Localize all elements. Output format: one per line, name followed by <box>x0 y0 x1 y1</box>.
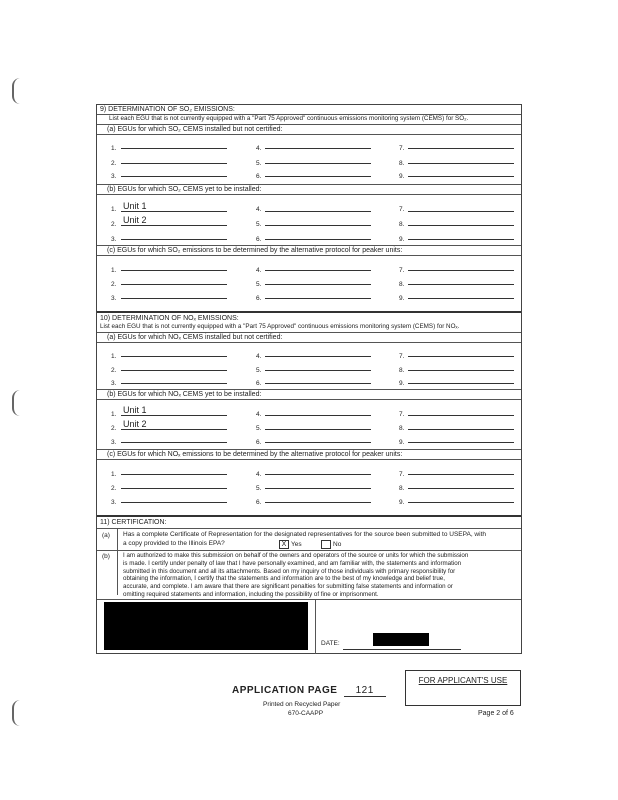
field-9b-9[interactable] <box>408 229 514 240</box>
field-10a-3[interactable] <box>121 373 227 384</box>
date-label: DATE: <box>321 640 340 647</box>
field-10a-2[interactable] <box>121 360 227 371</box>
section-divider <box>97 515 521 517</box>
section-11-header: 11) CERTIFICATION: <box>100 519 167 526</box>
section-9b-label: (b) EGUs for which SO₂ CEMS yet to be installed: <box>97 184 521 195</box>
section-9-header: 9) DETERMINATION OF SO₂ EMISSIONS: <box>97 105 521 115</box>
field-9b-1[interactable]: Unit 1 <box>121 201 227 212</box>
section-9a-label: (a) EGUs for which SO₂ CEMS installed but not certified: <box>97 124 521 135</box>
field-10c-8[interactable] <box>408 478 514 489</box>
field-9c-6[interactable] <box>265 288 371 299</box>
field-9c-8[interactable] <box>408 274 514 285</box>
field-10c-2[interactable] <box>121 478 227 489</box>
field-10a-8[interactable] <box>408 360 514 371</box>
field-9b-5[interactable] <box>265 215 371 226</box>
field-9c-3[interactable] <box>121 288 227 299</box>
field-9a-8[interactable] <box>408 153 514 164</box>
emissions-form: 9) DETERMINATION OF SO₂ EMISSIONS: List each EGU that is not currently equipped with a "Part 75 Approved" continuous emissions monitoring system (CEMS) for SO₂. (a) EGUs for which SO₂ CEMS installed but not certified: 1. 2. 3. 4. 5. 6. 7. 8. 9. (b) EGUs for which SO₂ CEMS yet to be installed: 1. Unit 1 2. Unit 2 3. 4. 5. 6. 7. 8. 9. (c) EGUs for which SO₂ emissions to be determined by the alternative protocol for peaker units: 1. 2. 3. 4. 5. 6. 7. 8. 9. 10) DETERMINATION OF NOₓ EMISSIONS: List each EGU that is not currently equipped with a "Part 75 Approved" continuous emissions monitoring system (CEMS) for NOₓ. (a) EGUs for which NOₓ CEMS installed but not certified: 1. 2. 3. 4. 5. 6. 7. 8. 9. (b) EGUs for which NOₓ CEMS yet to be installed: 1. Unit 1 2. Unit 2 3. 4. 5. 6. 7. 8. 9. (c) EGUs for which NOₓ emissions to be determined by the alternative protocol for peaker units: 1. 2. 3. 4. 5. 6. 7. 8. 9. 11) CERTIFICATION: (a) Has a complete Certificate of Representation for the designated representatives for the source been submitted to USEPA, with a copy provided to the Illinois EPA? X Yes No (b) I am authorized to make this submission on behalf of the owners and operators of the source or units for which the submission is made. I certify under penalty of law that I have personally examined, and am familiar with, the statements and information submitted in this document and all its attachments. Based on my inquiry of those individuals with primary responsibility for obtaining the information, I certify that the statements and information are to the best of my knowledge and belief true, accurate, and complete. I am aware that there are significant penalties for submitting false statements and information or omitting required statements and information, including the possibility of fine or imprisonment. DATE: <box>96 104 522 654</box>
no-checkbox[interactable] <box>321 540 331 549</box>
field-10a-5[interactable] <box>265 360 371 371</box>
binder-mark-bottom <box>12 700 22 726</box>
field-10a-1[interactable] <box>121 346 227 357</box>
field-9c-4[interactable] <box>265 260 371 271</box>
field-9b-4[interactable] <box>265 201 371 212</box>
field-10b-7[interactable] <box>408 405 514 416</box>
field-9a-5[interactable] <box>265 153 371 164</box>
cert-a-question: Has a complete Certificate of Representation for the designated representatives for the source been submitted to USEPA, with a copy provided to the Illinois EPA? X Yes No <box>123 531 486 548</box>
section-10-header: 10) DETERMINATION OF NOₓ EMISSIONS: <box>100 315 239 322</box>
recycled-paper-note: Printed on Recycled Paper <box>263 701 341 708</box>
field-9b-6[interactable] <box>265 229 371 240</box>
field-9a-1[interactable] <box>121 138 227 149</box>
section-10c-label: (c) EGUs for which NOₓ emissions to be determined by the alternative protocol for peaker units: <box>97 449 521 460</box>
field-10a-9[interactable] <box>408 373 514 384</box>
field-9c-1[interactable] <box>121 260 227 271</box>
field-10c-7[interactable] <box>408 464 514 475</box>
field-9c-5[interactable] <box>265 274 371 285</box>
field-9a-9[interactable] <box>408 166 514 177</box>
yes-checkbox[interactable]: X <box>279 540 289 549</box>
field-9c-7[interactable] <box>408 260 514 271</box>
field-10b-8[interactable] <box>408 419 514 430</box>
field-10c-9[interactable] <box>408 492 514 503</box>
binder-mark-top <box>12 78 22 104</box>
section-9-instruction: List each EGU that is not currently equipped with a "Part 75 Approved" continuous emissions monitoring system (CEMS) for SO₂. <box>109 115 469 122</box>
field-9c-9[interactable] <box>408 288 514 299</box>
cert-b-statement: I am authorized to make this submission on behalf of the owners and operators of the source or units for which the submission is made. I certify under penalty of law that I have personally examined, and am familiar with, the statements and information submitted in this document and all its attachments. Based on my inquiry of those individuals with primary responsibility for obtaining the information, I certify that the statements and information are to the best of my knowledge and belief true, accurate, and complete. I am aware that there are significant penalties for submitting false statements and information or omitting required statements and information, including the possibility of fine or imprisonment. <box>123 552 469 598</box>
field-9a-7[interactable] <box>408 138 514 149</box>
field-9a-3[interactable] <box>121 166 227 177</box>
section-10-instruction: List each EGU that is not currently equipped with a "Part 75 Approved" continuous emissions monitoring system (CEMS) for NOₓ. <box>100 323 460 330</box>
field-10b-4[interactable] <box>265 405 371 416</box>
cert-b-letter: (b) <box>102 553 110 560</box>
application-page-label: APPLICATION PAGE 121 <box>232 685 386 697</box>
field-10a-6[interactable] <box>265 373 371 384</box>
binder-mark-middle <box>12 390 22 416</box>
field-9b-2[interactable]: Unit 2 <box>121 215 227 226</box>
redacted-signature <box>104 602 308 650</box>
field-10a-7[interactable] <box>408 346 514 357</box>
field-10c-1[interactable] <box>121 464 227 475</box>
field-10c-5[interactable] <box>265 478 371 489</box>
section-10b-label: (b) EGUs for which NOₓ CEMS yet to be installed: <box>97 389 521 400</box>
field-10b-3[interactable] <box>121 432 227 443</box>
field-9b-7[interactable] <box>408 201 514 212</box>
field-10c-6[interactable] <box>265 492 371 503</box>
field-9b-3[interactable] <box>121 229 227 240</box>
section-10a-label: (a) EGUs for which NOₓ CEMS installed but not certified: <box>97 332 521 343</box>
field-10b-9[interactable] <box>408 432 514 443</box>
field-9c-2[interactable] <box>121 274 227 285</box>
field-10a-4[interactable] <box>265 346 371 357</box>
no-option[interactable]: No <box>321 540 341 550</box>
field-10b-1[interactable]: Unit 1 <box>121 405 227 416</box>
yes-option[interactable]: X Yes <box>279 540 302 550</box>
section-9c-label: (c) EGUs for which SO₂ emissions to be determined by the alternative protocol for peaker units: <box>97 245 521 256</box>
section-divider <box>97 311 521 313</box>
field-10b-2[interactable]: Unit 2 <box>121 419 227 430</box>
applicant-use-label: FOR APPLICANT'S USE <box>418 676 508 685</box>
field-9a-6[interactable] <box>265 166 371 177</box>
page-of-label: Page 2 of 6 <box>478 710 514 717</box>
field-10b-6[interactable] <box>265 432 371 443</box>
cert-a-letter: (a) <box>102 532 110 539</box>
application-page-number: 121 <box>344 685 386 697</box>
field-9b-8[interactable] <box>408 215 514 226</box>
redacted-date <box>373 633 429 646</box>
form-code: 670-CAAPP <box>288 710 324 717</box>
field-9a-2[interactable] <box>121 153 227 164</box>
field-9a-4[interactable] <box>265 138 371 149</box>
field-10c-4[interactable] <box>265 464 371 475</box>
applicant-use-box <box>405 670 521 706</box>
field-10c-3[interactable] <box>121 492 227 503</box>
field-10b-5[interactable] <box>265 419 371 430</box>
